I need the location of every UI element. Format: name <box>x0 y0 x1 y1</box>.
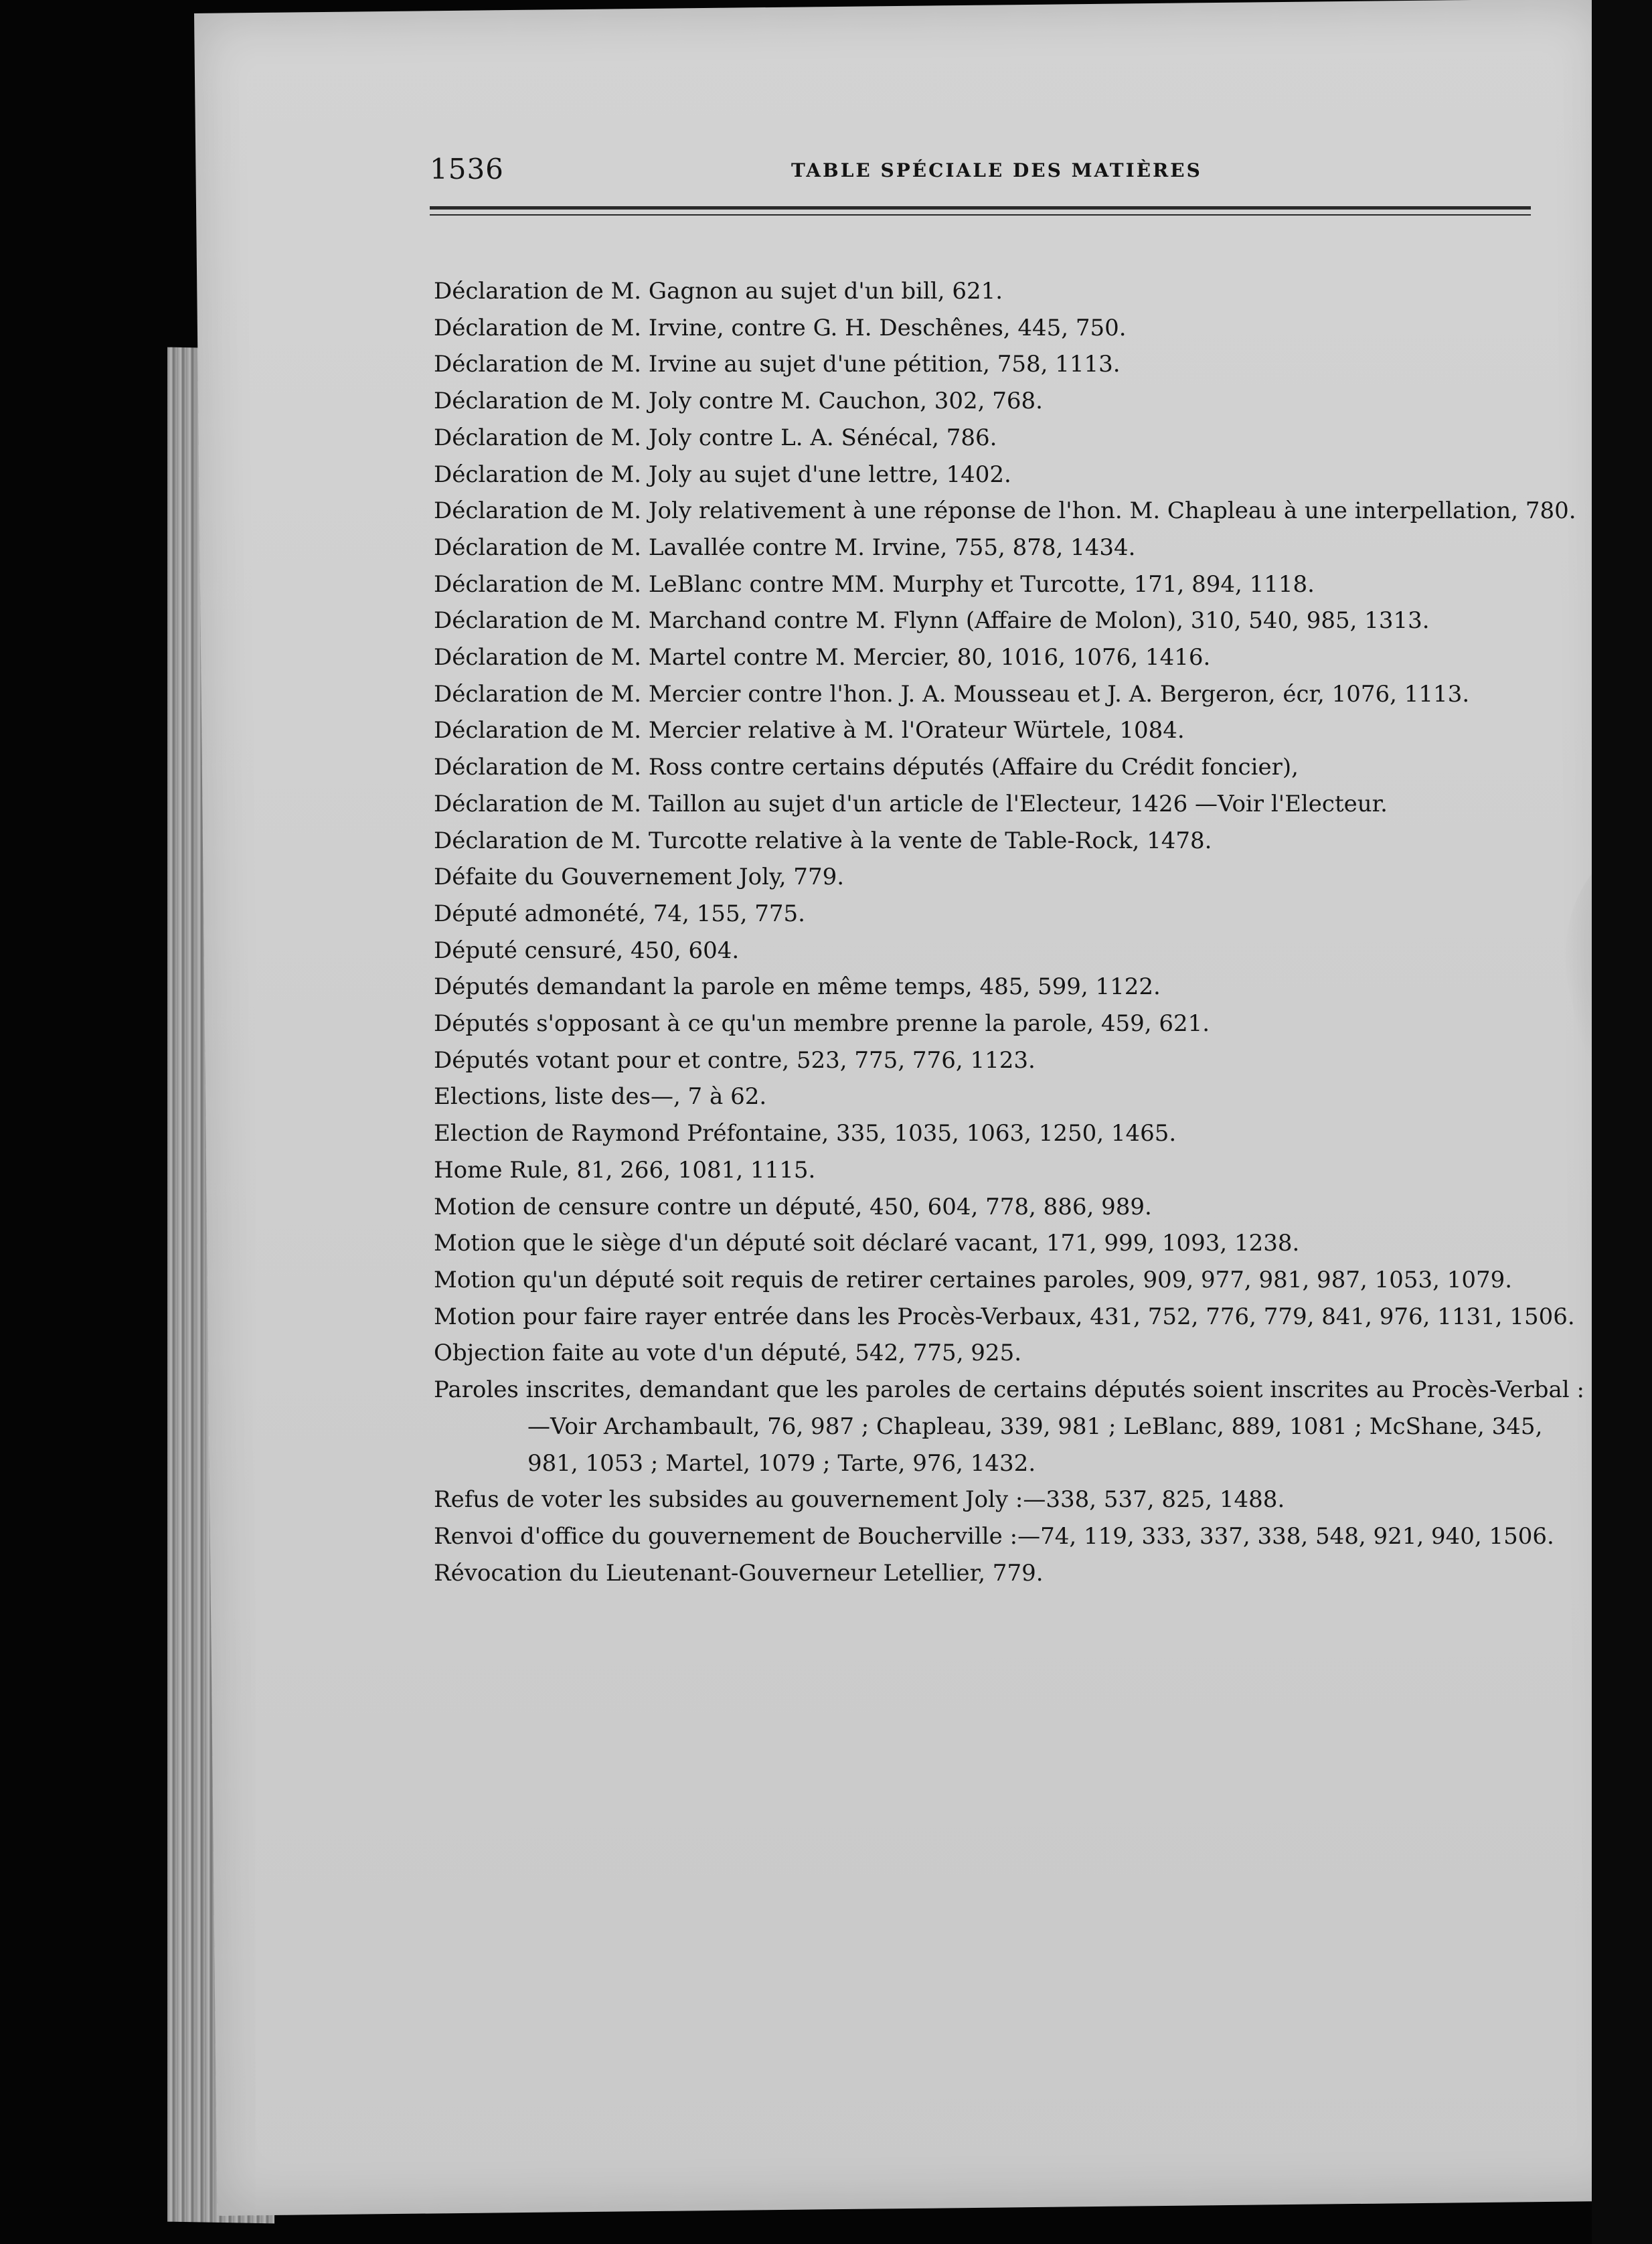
running-title: TABLE SPÉCIALE DES MATIÈRES <box>791 159 1202 181</box>
index-entry <box>434 1335 1598 1372</box>
index-entry <box>434 749 1598 786</box>
entry-text: Déclaration de M. Irvine au sujet d'une pétition, 758, 1113. <box>434 351 1121 378</box>
entry-text: Députés s'opposant à ce qu'un membre prenne la parole, 459, 621. <box>434 1010 1210 1038</box>
entry-text: Déclaration de M. Mercier relative à M. l'Orateur Würtele, 1084. <box>434 717 1185 744</box>
entry-text: Déclaration de M. LeBlanc contre MM. Murphy et Turcotte, 171, 894, 1118. <box>434 570 1315 598</box>
entry-text: Home Rule, 81, 266, 1081, 1115. <box>434 1156 816 1184</box>
index-entries <box>434 273 1598 1591</box>
index-entry <box>434 1042 1598 1079</box>
index-entry <box>434 273 1598 310</box>
index-entry <box>434 1006 1598 1042</box>
entry-text: Elections, liste des—, 7 à 62. <box>434 1083 767 1111</box>
index-entry <box>434 420 1598 457</box>
index-entry <box>434 969 1598 1006</box>
entry-text: Déclaration de M. Joly au sujet d'une lettre, 1402. <box>434 461 1011 488</box>
scan-border <box>1592 0 1652 2244</box>
entry-text: Député censuré, 450, 604. <box>434 937 740 964</box>
index-entry <box>434 1152 1598 1189</box>
entry-text: Motion de censure contre un député, 450, 604, 778, 886, 989. <box>434 1193 1152 1220</box>
page-number: 1536 <box>430 153 504 185</box>
entry-text: Député admonété, 74, 155, 775. <box>434 900 805 927</box>
index-entry <box>434 1262 1598 1299</box>
index-entry <box>434 1115 1598 1152</box>
index-entry <box>434 346 1598 383</box>
index-entry <box>434 566 1598 603</box>
index-entry <box>434 457 1598 493</box>
entry-text: Motion qu'un député soit requis de retirer certaines paroles, 909, 977, 981, 987, 1053, 1079. <box>434 1266 1513 1293</box>
index-entry <box>434 896 1598 933</box>
entry-text: Election de Raymond Préfontaine, 335, 1035, 1063, 1250, 1465. <box>434 1120 1177 1147</box>
entry-text: Déclaration de M. Gagnon au sujet d'un bill, 621. <box>434 278 1003 305</box>
entry-text: Objection faite au vote d'un député, 542, 775, 925. <box>434 1340 1022 1367</box>
entry-text: Déclaration de M. Marchand contre M. Flynn (Affaire de Molon), 310, 540, 985, 1313. <box>434 607 1430 635</box>
entry-text: Déclaration de M. Irvine, contre G. H. Deschênes, 445, 750. <box>434 314 1127 341</box>
entry-text: Déclaration de M. Joly contre M. Cauchon, 302, 768. <box>434 388 1043 415</box>
index-entry <box>434 786 1598 823</box>
index-entry <box>434 493 1598 530</box>
index-entry <box>434 383 1598 420</box>
entry-text: Refus de voter les subsides au gouvernement Joly :—338, 537, 825, 1488. <box>434 1486 1285 1514</box>
index-entry <box>434 310 1598 347</box>
entry-text: Déclaration de M. Ross contre certains députés (Affaire du Crédit foncier), <box>434 754 1299 781</box>
entry-text: Députés demandant la parole en même temps, 485, 599, 1122. <box>434 973 1161 1001</box>
entry-text: Déclaration de M. Mercier contre l'hon. J. A. Mousseau et J. A. Bergeron, écr, 1076, 1113. <box>434 680 1470 708</box>
index-entry <box>434 712 1598 749</box>
entry-text: Déclaration de M. Martel contre M. Mercier, 80, 1016, 1076, 1416. <box>434 644 1211 671</box>
index-entry <box>434 639 1598 676</box>
index-entry <box>434 1372 1598 1481</box>
index-entry <box>434 1299 1598 1336</box>
header-rule-thick <box>430 206 1531 210</box>
entry-text: Défaite du Gouvernement Joly, 779. <box>434 864 845 891</box>
entry-text: Déclaration de M. Taillon au sujet d'un article de l'Electeur, 1426 —Voir l'Electeur. <box>434 790 1388 817</box>
index-entry <box>434 1189 1598 1226</box>
index-entry <box>434 859 1598 896</box>
entry-text: Paroles inscrites, demandant que les paroles de certains députés soient inscrites au Procès-Verbal :—Voir Archambault, 76, 987 ; Chapleau, 339, 981 ; LeBlanc, 889, 1081 ; McShane, 345, 981, 1053 ; Martel, 1079 ; Tarte, 976, 1432. <box>434 1376 1584 1477</box>
entry-text: Motion pour faire rayer entrée dans les Procès-Verbaux, 431, 752, 776, 779, 841, 976, 1131, 1506. <box>434 1303 1575 1330</box>
index-entry <box>434 933 1598 969</box>
header-rule-thin <box>430 214 1531 216</box>
index-entry <box>434 1225 1598 1262</box>
index-entry <box>434 603 1598 639</box>
entry-text: Motion que le siège d'un député soit déclaré vacant, 171, 999, 1093, 1238. <box>434 1230 1300 1257</box>
index-entry <box>434 530 1598 566</box>
index-entry <box>434 1078 1598 1115</box>
entry-text: Déclaration de M. Lavallée contre M. Irvine, 755, 878, 1434. <box>434 534 1136 561</box>
index-entry <box>434 1481 1598 1518</box>
index-entry <box>434 676 1598 713</box>
entry-text: Renvoi d'office du gouvernement de Boucherville :—74, 119, 333, 337, 338, 548, 921, 940, 1506. <box>434 1522 1554 1550</box>
index-entry <box>434 823 1598 860</box>
entry-text: Déclaration de M. Joly contre L. A. Sénécal, 786. <box>434 424 997 451</box>
entry-text: Députés votant pour et contre, 523, 775, 776, 1123. <box>434 1046 1036 1074</box>
index-entry <box>434 1518 1598 1555</box>
page-header <box>430 153 1527 199</box>
entry-text: Déclaration de M. Joly relativement à une réponse de l'hon. M. Chapleau à une interpellation, 780. <box>434 497 1576 525</box>
entry-text: Déclaration de M. Turcotte relative à la vente de Table-Rock, 1478. <box>434 827 1212 854</box>
index-entry <box>434 1555 1598 1592</box>
entry-text: Révocation du Lieutenant-Gouverneur Letellier, 779. <box>434 1559 1044 1587</box>
